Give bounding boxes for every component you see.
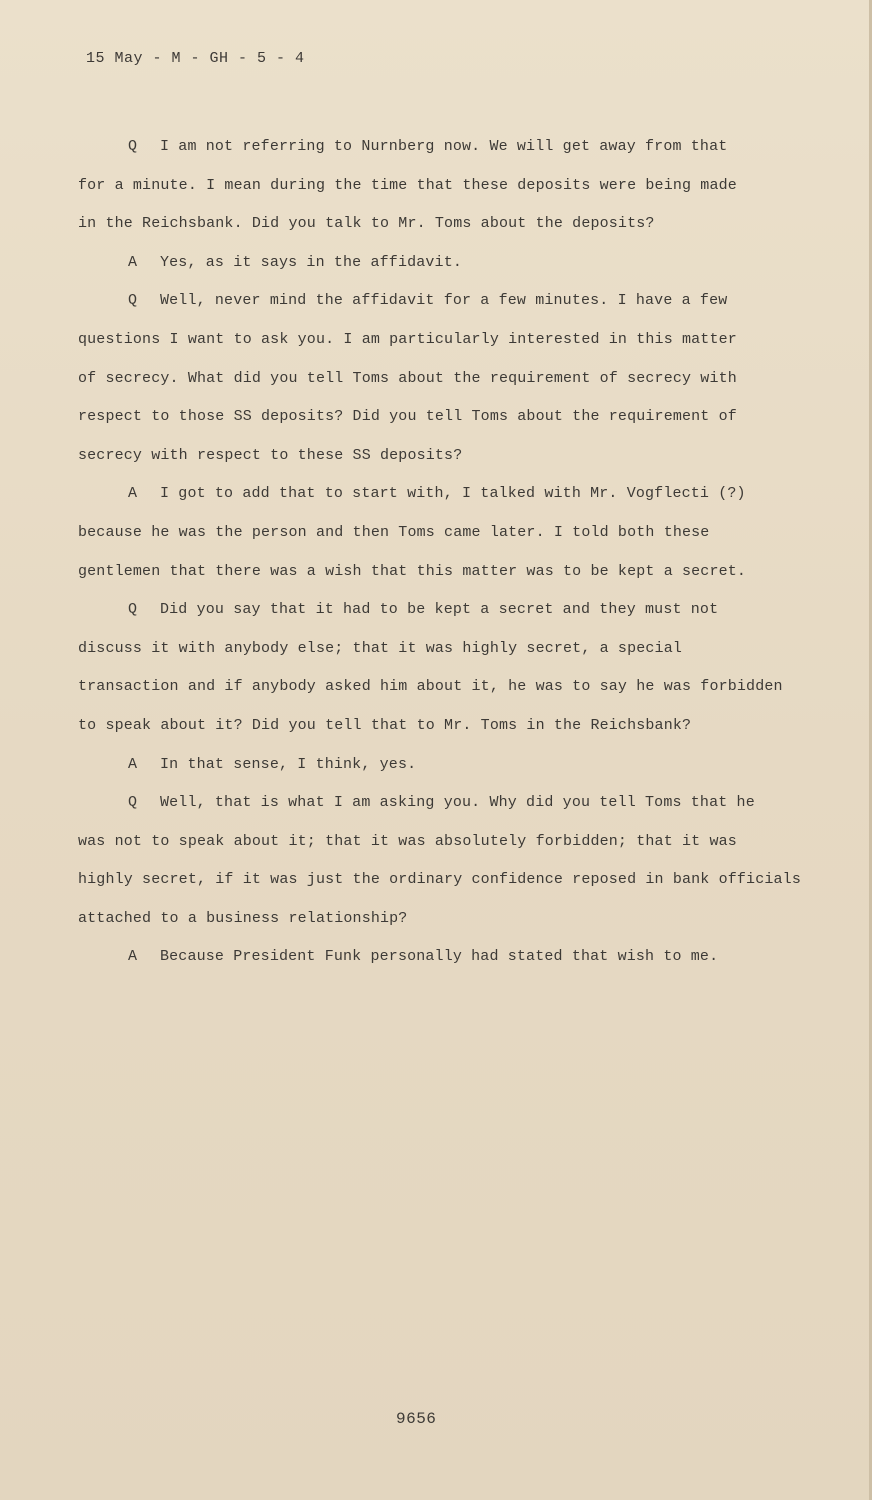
transcript-line: secrecy with respect to these SS deposits?: [78, 446, 463, 464]
transcript-line: respect to those SS deposits? Did you tell Toms about the requirement of: [78, 408, 737, 426]
paragraph-q3: [78, 591, 818, 745]
transcript-body: [78, 128, 818, 977]
transcript-line: highly secret, if it was just the ordinary confidence reposed in bank officials: [78, 871, 801, 889]
transcript-line: I am not referring to Nurnberg now. We will get away from that: [160, 138, 728, 155]
transcript-line: discuss it with anybody else; that it was highly secret, a special: [78, 639, 682, 657]
transcript-line: in the Reichsbank. Did you talk to Mr. Toms about the deposits?: [78, 215, 655, 233]
speaker-label: A: [128, 485, 138, 503]
page-number: 9656: [396, 1410, 437, 1428]
page-header: 15 May - M - GH - 5 - 4: [86, 50, 305, 67]
transcript-line: Well, never mind the affidavit for a few minutes. I have a few: [160, 292, 728, 310]
transcript-line: because he was the person and then Toms came later. I told both these: [78, 523, 710, 541]
transcript-line: was not to speak about it; that it was absolutely forbidden; that it was: [78, 832, 737, 850]
transcript-line: Yes, as it says in the affidavit.: [160, 253, 462, 271]
paragraph-q1: [78, 128, 818, 244]
transcript-line: attached to a business relationship?: [78, 909, 408, 927]
speaker-label: Q: [128, 292, 138, 310]
transcript-line: to speak about it? Did you tell that to Mr. Toms in the Reichsbank?: [78, 716, 692, 734]
transcript-line: for a minute. I mean during the time that these deposits were being made: [78, 176, 737, 194]
transcript-line: I got to add that to start with, I talked with Mr. Vogflecti (?): [160, 485, 746, 503]
paragraph-a4: [78, 938, 818, 977]
speaker-label: Q: [128, 138, 138, 155]
paragraph-q4: [78, 784, 818, 938]
transcript-line: questions I want to ask you. I am particularly interested in this matter: [78, 330, 737, 348]
transcript-line: Because President Funk personally had stated that wish to me.: [160, 948, 719, 966]
transcript-line: Did you say that it had to be kept a secret and they must not: [160, 601, 719, 619]
paragraph-a1: [78, 244, 818, 283]
speaker-label: A: [128, 755, 138, 773]
paragraph-q2: [78, 282, 818, 475]
speaker-label: A: [128, 253, 138, 271]
transcript-line: of secrecy. What did you tell Toms about the requirement of secrecy with: [78, 369, 737, 387]
speaker-label: A: [128, 948, 138, 966]
transcript-line: In that sense, I think, yes.: [160, 755, 417, 773]
transcript-line: Well, that is what I am asking you. Why did you tell Toms that he: [160, 794, 755, 812]
paragraph-a2: [78, 475, 818, 591]
speaker-label: Q: [128, 794, 138, 812]
speaker-label: Q: [128, 601, 138, 619]
paragraph-a3: [78, 746, 818, 785]
transcript-line: transaction and if anybody asked him about it, he was to say he was forbidden: [78, 678, 783, 696]
transcript-line: gentlemen that there was a wish that this matter was to be kept a secret.: [78, 562, 747, 580]
